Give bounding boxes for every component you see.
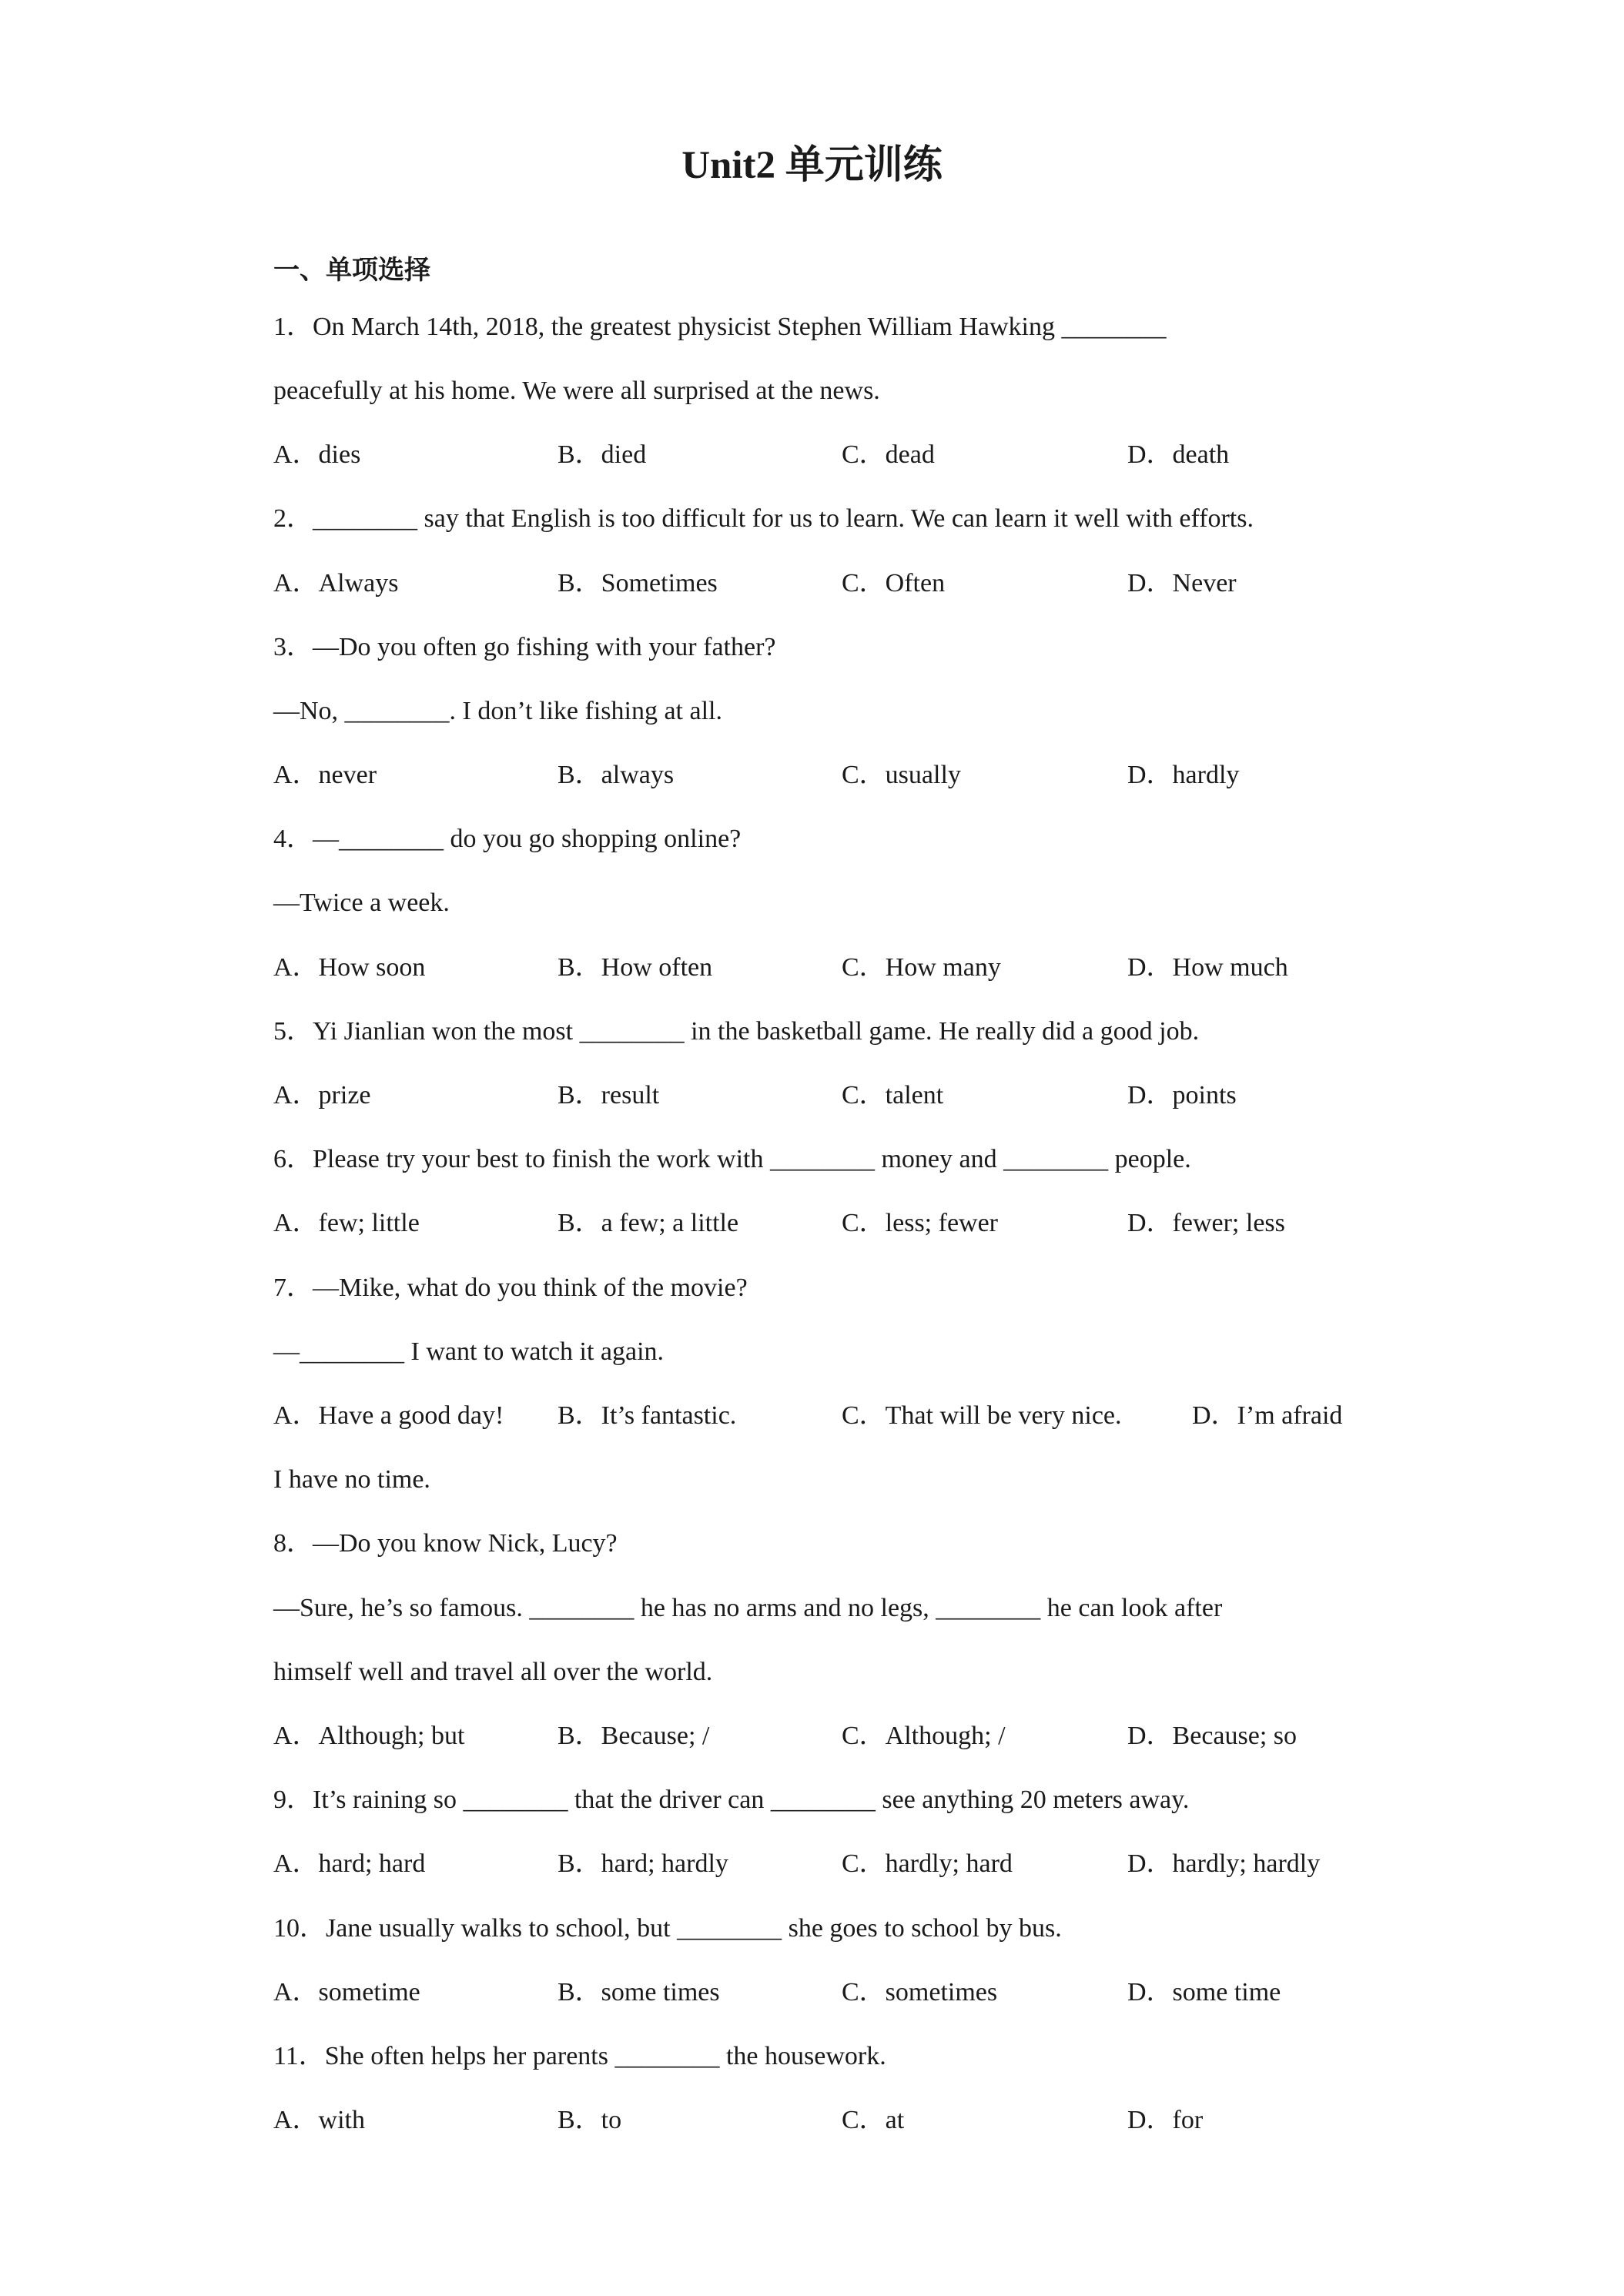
- question-7-text: 7．—Mike, what do you think of the movie?: [273, 1274, 748, 1302]
- question-4-text: —Twice a week.: [273, 889, 450, 917]
- question-3-option-a: A．never: [273, 761, 377, 789]
- question-3-text: —No, ________. I don’t like fishing at all.: [273, 697, 722, 725]
- question-7-option-continuation: I have no time.: [273, 1465, 430, 1494]
- question-11-option-a: A．with: [273, 2106, 365, 2134]
- question-4-option-d: D．How much: [1127, 953, 1288, 982]
- question-2-option-d: D．Never: [1127, 569, 1237, 597]
- question-1-option-b: B．died: [558, 440, 647, 469]
- question-1-text: peacefully at his home. We were all surprised at the news.: [273, 377, 880, 405]
- question-7-option-d: D．I’m afraid: [1192, 1401, 1343, 1430]
- question-2-option-b: B．Sometimes: [558, 569, 718, 597]
- question-9-text: 9．It’s raining so ________ that the driver can ________ see anything 20 meters away.: [273, 1786, 1190, 1814]
- question-9-option-c: C．hardly; hard: [842, 1849, 1013, 1878]
- question-3-option-b: B．always: [558, 761, 675, 789]
- question-2-option-c: C．Often: [842, 569, 946, 597]
- question-1-option-c: C．dead: [842, 440, 935, 469]
- question-5-text: 5．Yi Jianlian won the most ________ in the basketball game. He really did a good job.: [273, 1017, 1200, 1046]
- question-8-option-b: B．Because; /: [558, 1722, 710, 1750]
- question-5-option-c: C．talent: [842, 1081, 944, 1110]
- question-8-text: himself well and travel all over the world.: [273, 1658, 713, 1686]
- page-title: Unit2 单元训练: [681, 144, 943, 187]
- question-1-text: 1．On March 14th, 2018, the greatest physicist Stephen William Hawking ________: [273, 313, 1167, 341]
- question-1-option-d: D．death: [1127, 440, 1230, 469]
- question-6-text: 6．Please try your best to finish the work with ________ money and ________ people.: [273, 1145, 1191, 1173]
- question-7-option-b: B．It’s fantastic.: [558, 1401, 737, 1430]
- question-8-option-a: A．Although; but: [273, 1722, 465, 1750]
- question-10-option-c: C．sometimes: [842, 1978, 998, 2006]
- question-7-text: —________ I want to watch it again.: [273, 1337, 665, 1366]
- question-11-option-b: B．to: [558, 2106, 622, 2134]
- question-10-text: 10．Jane usually walks to school, but ________ she goes to school by bus.: [273, 1914, 1062, 1943]
- question-3-option-c: C．usually: [842, 761, 961, 789]
- question-5-option-b: B．result: [558, 1081, 660, 1110]
- question-4-text: 4．—________ do you go shopping online?: [273, 825, 742, 853]
- question-11-text: 11．She often helps her parents ________ the housework.: [273, 2042, 886, 2070]
- question-5-option-a: A．prize: [273, 1081, 371, 1110]
- question-8-option-d: D．Because; so: [1127, 1722, 1298, 1750]
- question-4-option-a: A．How soon: [273, 953, 426, 982]
- question-8-text: —Sure, he’s so famous. ________ he has no arms and no legs, ________ he can look after: [273, 1594, 1223, 1622]
- question-2-option-a: A．Always: [273, 569, 399, 597]
- question-7-option-c: C．That will be very nice.: [842, 1401, 1122, 1430]
- question-3-text: 3．—Do you often go fishing with your father?: [273, 633, 776, 661]
- question-4-option-b: B．How often: [558, 953, 713, 982]
- question-1-option-a: A．dies: [273, 440, 361, 469]
- question-6-option-b: B．a few; a little: [558, 1209, 739, 1237]
- question-4-option-c: C．How many: [842, 953, 1001, 982]
- question-11-option-c: C．at: [842, 2106, 905, 2134]
- question-9-option-a: A．hard; hard: [273, 1849, 426, 1878]
- question-9-option-b: B．hard; hardly: [558, 1849, 728, 1878]
- question-6-option-c: C．less; fewer: [842, 1209, 999, 1237]
- question-3-option-d: D．hardly: [1127, 761, 1240, 789]
- question-2-text: 2．________ say that English is too difficult for us to learn. We can learn it well with efforts.: [273, 504, 1254, 533]
- question-10-option-a: A．sometime: [273, 1978, 420, 2006]
- section-heading: 一、单项选择: [273, 256, 430, 285]
- question-10-option-b: B．some times: [558, 1978, 720, 2006]
- question-7-option-a: A．Have a good day!: [273, 1401, 504, 1430]
- question-5-option-d: D．points: [1127, 1081, 1237, 1110]
- question-6-option-a: A．few; little: [273, 1209, 420, 1237]
- question-8-text: 8．—Do you know Nick, Lucy?: [273, 1529, 618, 1558]
- question-6-option-d: D．fewer; less: [1127, 1209, 1285, 1237]
- question-8-option-c: C．Although; /: [842, 1722, 1006, 1750]
- question-9-option-d: D．hardly; hardly: [1127, 1849, 1321, 1878]
- question-10-option-d: D．some time: [1127, 1978, 1281, 2006]
- question-11-option-d: D．for: [1127, 2106, 1204, 2134]
